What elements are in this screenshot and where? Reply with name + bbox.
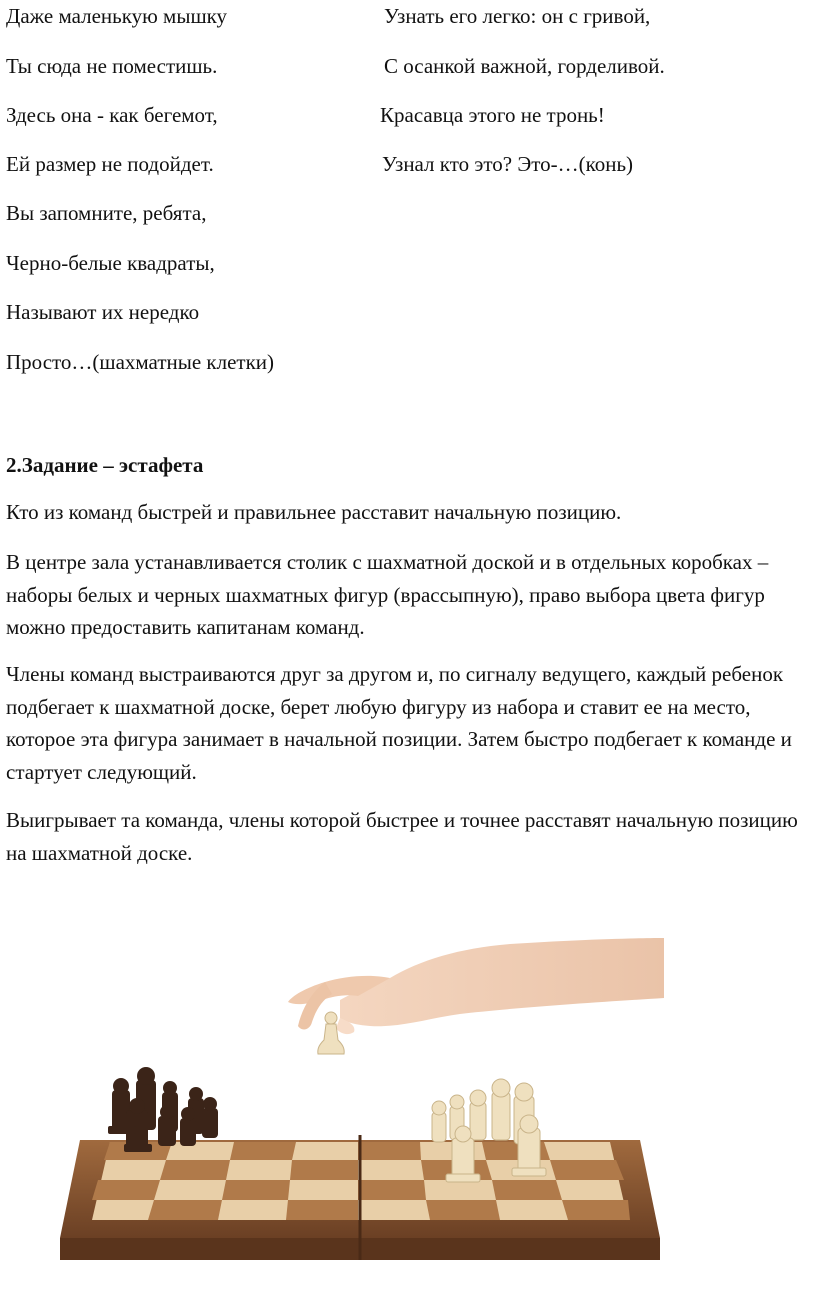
poem-left-line-2: Ты сюда не поместишь. [6, 54, 218, 78]
poem-left-line-5: Вы запомните, ребята, [6, 201, 207, 225]
chess-board [60, 1135, 660, 1260]
poem-left-line-3: Здесь она - как бегемот, [6, 103, 218, 127]
section-heading: 2.Задание – эстафета [6, 453, 204, 477]
poem-left-line-8: Просто…(шахматные клетки) [6, 350, 275, 374]
poem-left-line-7: Называют их нередко [6, 300, 200, 324]
paragraph-2: В центре зала устанавливается столик с шахматной доской и в отдельных коробках – наборы белых и черных шахматных фигур (врассыпную), право выбора цвета фигур можно предоставить капитанам команд. [6, 550, 769, 639]
poem-left-line-6: Черно-белые квадраты, [6, 251, 215, 275]
poem-left-line-4: Ей размер не подойдет. [6, 152, 214, 176]
poem-right-line-3: Красавца этого не тронь! [380, 103, 605, 127]
dark-pieces [108, 1067, 218, 1152]
poem-right-line-2: С осанкой важной, горделивой. [384, 54, 665, 78]
paragraph-4: Выигрывает та команда, члены которой быстрее и точнее расставят начальную позицию на шахматной доске. [6, 808, 798, 865]
poem-right-line-1: Узнать его легко: он с гривой, [384, 4, 651, 28]
chess-illustration [40, 930, 680, 1280]
hand-image [288, 938, 664, 1034]
poem-right-line-4: Узнал кто это? Это-…(конь) [382, 152, 634, 176]
paragraph-1: Кто из команд быстрей и правильнее расставит начальную позицию. [6, 500, 622, 524]
poem-left-line-1: Даже маленькую мышку [6, 4, 228, 28]
paragraph-3: Члены команд выстраиваются друг за другом и, по сигналу ведущего, каждый ребенок подбегает к шахматной доске, берет любую фигуру из набора и ставит ее на место, которое эта фигура занимает в начальной позиции. Затем быстро подбегает к команде и стартует следующий. [6, 662, 792, 784]
